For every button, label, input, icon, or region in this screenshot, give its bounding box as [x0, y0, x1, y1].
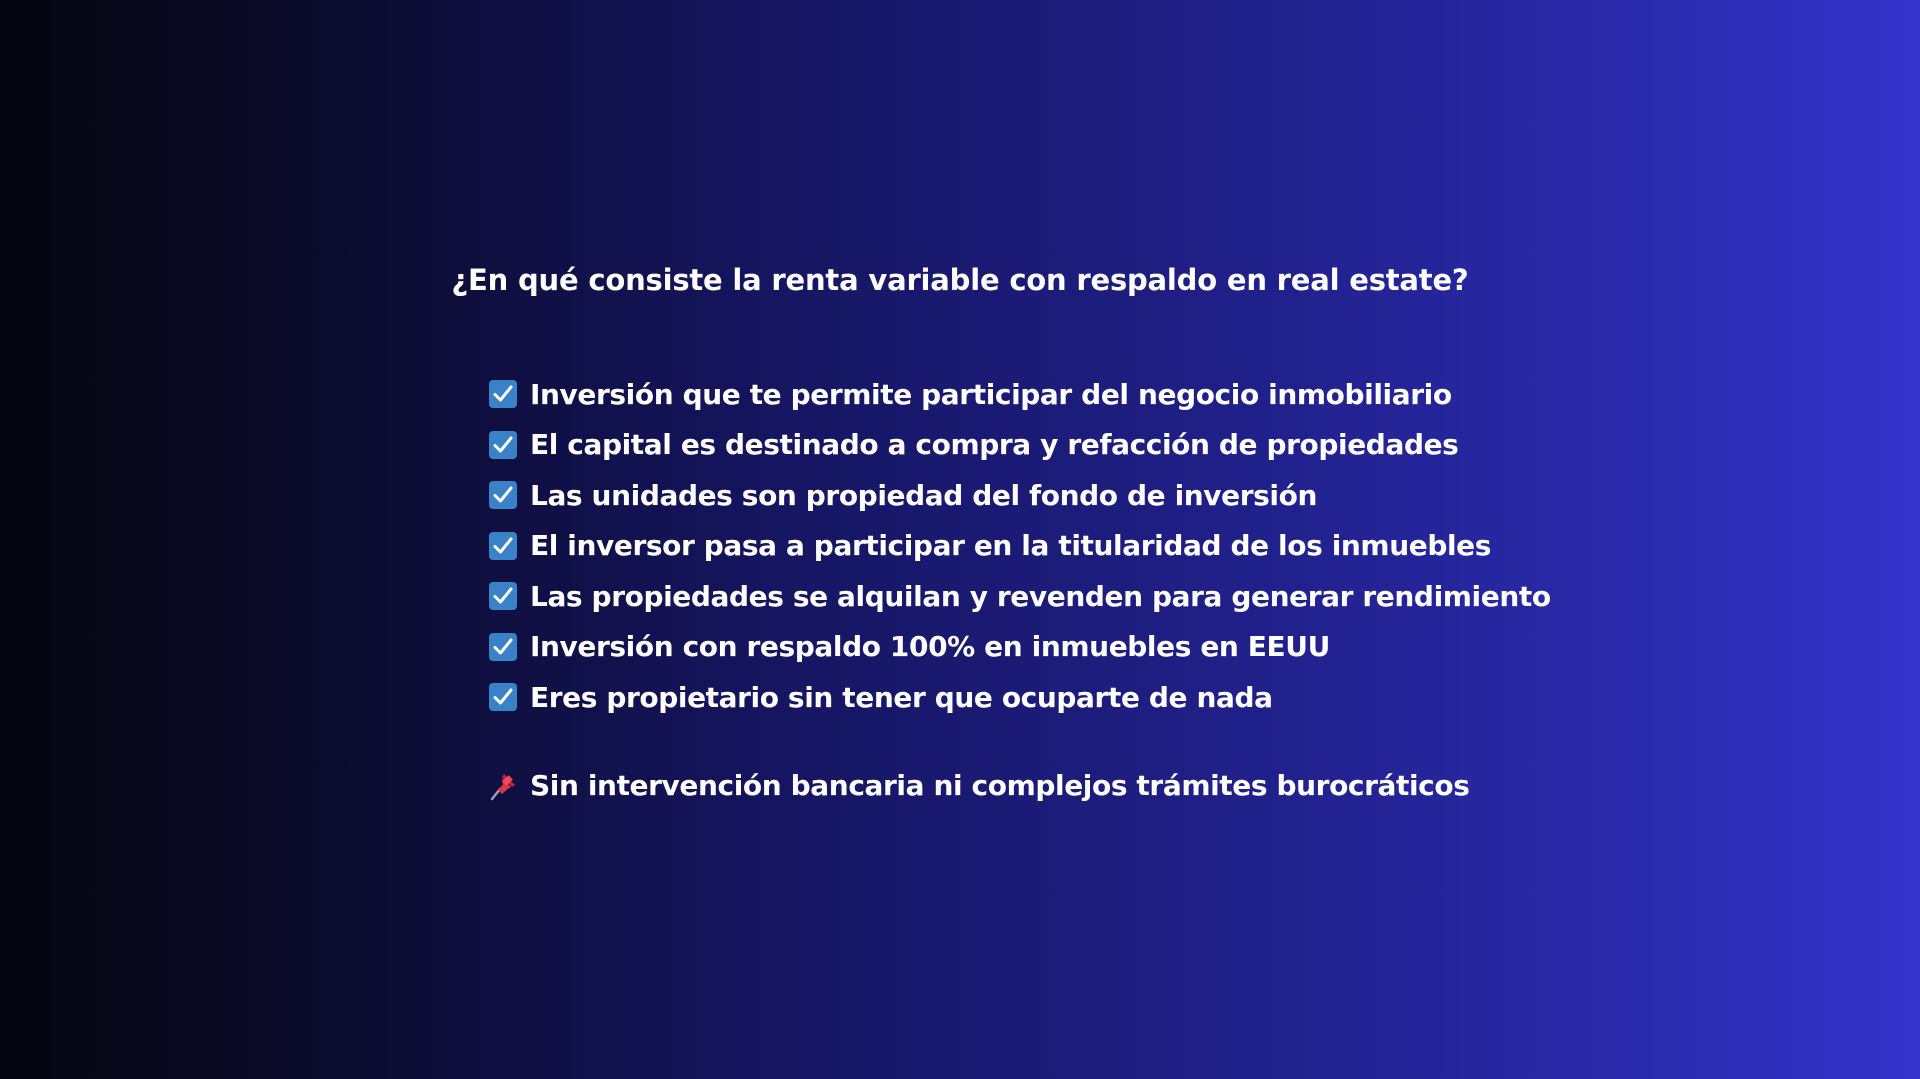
list-item-text: Eres propietario sin tener que ocuparte de nada — [530, 680, 1273, 714]
list-item — [489, 369, 1551, 420]
check-icon — [489, 633, 517, 661]
list-item-text: El capital es destinado a compra y refacción de propiedades — [530, 428, 1459, 462]
list-item-text: Inversión que te permite participar del negocio inmobiliario — [530, 377, 1452, 411]
list-item — [489, 622, 1551, 673]
list-item — [489, 571, 1551, 622]
list-item-text: Inversión con respaldo 100% en inmuebles en EEUU — [530, 630, 1330, 664]
list-item — [489, 470, 1551, 521]
check-icon — [489, 683, 517, 711]
check-icon — [489, 532, 517, 560]
checklist — [489, 369, 1551, 723]
check-icon — [489, 431, 517, 459]
footnote-text: Sin intervención bancaria ni complejos trámites burocráticos — [530, 769, 1470, 802]
footnote — [489, 769, 1470, 802]
check-icon — [489, 380, 517, 408]
pushpin-icon — [489, 770, 519, 802]
check-icon — [489, 582, 517, 610]
list-item-text: El inversor pasa a participar en la titularidad de los inmuebles — [530, 529, 1492, 563]
slide-title: ¿En qué consiste la renta variable con respaldo en real estate? — [451, 263, 1469, 297]
list-item-text: Las unidades son propiedad del fondo de inversión — [530, 478, 1317, 512]
list-item — [489, 672, 1551, 723]
list-item — [489, 521, 1551, 572]
list-item-text: Las propiedades se alquilan y revenden para generar rendimiento — [530, 579, 1551, 613]
check-icon — [489, 481, 517, 509]
list-item — [489, 420, 1551, 471]
